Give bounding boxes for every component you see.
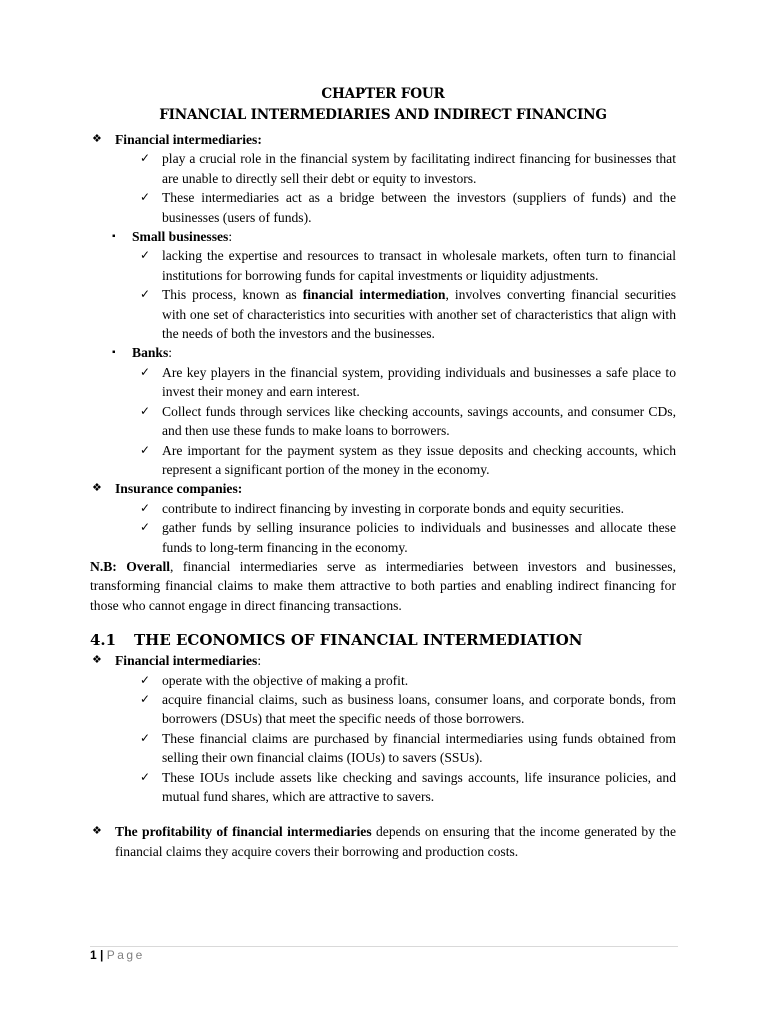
check-item-text: lacking the expertise and resources to transact in wholesale markets, often turn to financial institutions for borrowing funds for capital investments or liquidity adjustments.: [162, 248, 676, 283]
check-item-text: play a crucial role in the financial system by facilitating indirect financing for businesses that are unable to directly sell their debt or equity to investors.: [162, 151, 676, 186]
check-item-text: gather funds by selling insurance policies to individuals and businesses and allocate these funds to long-term financing in the economy.: [162, 520, 676, 555]
section-number: 4.1: [90, 631, 117, 650]
profitability-text: depends on ensuring that the income generated by the financial claims they acquire covers their borrowing and production costs.: [115, 824, 676, 859]
checkmark-icon: ✓: [140, 520, 151, 535]
checkmark-icon: ✓: [140, 248, 151, 263]
checkmark-icon: ✓: [140, 403, 151, 418]
bullet-profitability: [90, 822, 676, 861]
square-bullet-icon: ▪: [112, 347, 116, 359]
bullet-small-businesses: [90, 227, 676, 246]
nb-text: , financial intermediaries serve as intermediaries between investors and businesses, transforming financial claims to make them attractive to both parties and enabling indirect financing for those who cannot engage in direct financing transactions.: [90, 558, 676, 613]
bullet-heading: Banks: [132, 345, 169, 361]
text-part: , involves converting financial securities with one set of characteristics into securities with another set of characteristics that align with the needs of both the investors and the businesses.: [162, 287, 677, 342]
checkmark-icon: ✓: [140, 691, 151, 706]
colon: :: [228, 229, 233, 245]
chapter-title: FINANCIAL INTERMEDIARIES AND INDIRECT FINANCING: [159, 107, 607, 123]
bullet-insurance-companies: [90, 479, 676, 498]
check-item-text: These financial claims are purchased by financial intermediaries using funds obtained from selling their own financial claims (IOUs) to savers (SSUs).: [162, 730, 676, 766]
check-item-text: Collect funds through services like checking accounts, savings accounts, and consumer CDs, and then use these funds to make loans to borrowers.: [162, 403, 676, 439]
check-item-text: contribute to indirect financing by investing in corporate bonds and equity securities.: [162, 500, 625, 516]
bold-term: The profitability of financial intermediaries: [115, 824, 372, 840]
check-item-text: acquire financial claims, such as business loans, consumer loans, and corporate bonds, from borrowers (DSUs) that meet the specific needs of those borrowers.: [162, 691, 676, 727]
nb-label: N.B: Overall: [90, 558, 171, 574]
bullet-heading: Financial intermediaries: [115, 653, 258, 669]
bullet-financial-intermediaries-2: [90, 651, 676, 670]
check-item-text: Are important for the payment system as they issue deposits and checking accounts, which represent a significant portion of the money in the economy.: [162, 442, 676, 477]
check-item: [90, 285, 676, 343]
bullet-financial-intermediaries: [90, 130, 676, 149]
check-item: [90, 690, 676, 729]
check-item: [90, 671, 676, 690]
nb-paragraph: [90, 557, 676, 615]
checkmark-icon: ✓: [140, 190, 151, 205]
check-item: [90, 729, 676, 768]
check-item: [90, 499, 676, 518]
diamond-bullet-icon: ❖: [92, 482, 102, 495]
check-item: [90, 188, 676, 227]
check-item: [90, 246, 676, 285]
text-part: This process, known as: [162, 287, 303, 303]
footer-divider: [90, 946, 678, 947]
checkmark-icon: ✓: [140, 672, 151, 687]
page-label: Page: [106, 948, 145, 962]
check-item-text: operate with the objective of making a profit.: [162, 672, 409, 688]
checkmark-icon: ✓: [140, 442, 151, 457]
chapter-label: CHAPTER FOUR: [321, 86, 445, 102]
check-item-text: Are key players in the financial system, providing individuals and businesses a safe place to invest their money and earn interest.: [162, 364, 676, 400]
bullet-heading: Insurance companies:: [115, 481, 243, 497]
check-item: [90, 518, 676, 557]
square-bullet-icon: ▪: [112, 231, 116, 243]
document-page: [90, 82, 676, 861]
page-footer: [90, 948, 145, 962]
check-item-text: These intermediaries act as a bridge between the investors (suppliers of funds) and the businesses (users of funds).: [162, 190, 676, 225]
checkmark-icon: ✓: [140, 730, 151, 745]
bullet-heading: Financial intermediaries:: [115, 132, 262, 147]
bullet-heading: Small businesses: [132, 229, 229, 245]
check-item-text: These IOUs include assets like checking and savings accounts, life insurance policies, and mutual fund shares, which are attractive to savers.: [162, 769, 676, 804]
check-item: [90, 402, 676, 441]
bold-term: financial intermediation: [302, 287, 446, 303]
checkmark-icon: ✓: [140, 151, 151, 166]
diamond-bullet-icon: ❖: [92, 654, 102, 667]
check-item: [90, 441, 676, 480]
section-heading: [90, 629, 676, 651]
colon: :: [257, 653, 262, 669]
page-number: 1: [90, 948, 97, 962]
checkmark-icon: ✓: [140, 287, 151, 302]
check-item: [90, 149, 676, 188]
check-item: [90, 363, 676, 402]
diamond-bullet-icon: ❖: [92, 825, 102, 838]
check-item: [90, 768, 676, 807]
checkmark-icon: ✓: [140, 364, 151, 379]
colon: :: [168, 345, 173, 361]
checkmark-icon: ✓: [140, 769, 151, 784]
checkmark-icon: ✓: [140, 500, 151, 515]
diamond-bullet-icon: ❖: [92, 133, 102, 145]
bullet-banks: [90, 343, 676, 362]
footer-separator: |: [96, 948, 107, 962]
section-title: THE ECONOMICS OF FINANCIAL INTERMEDIATION: [134, 631, 583, 650]
check-item-text: [162, 287, 676, 341]
